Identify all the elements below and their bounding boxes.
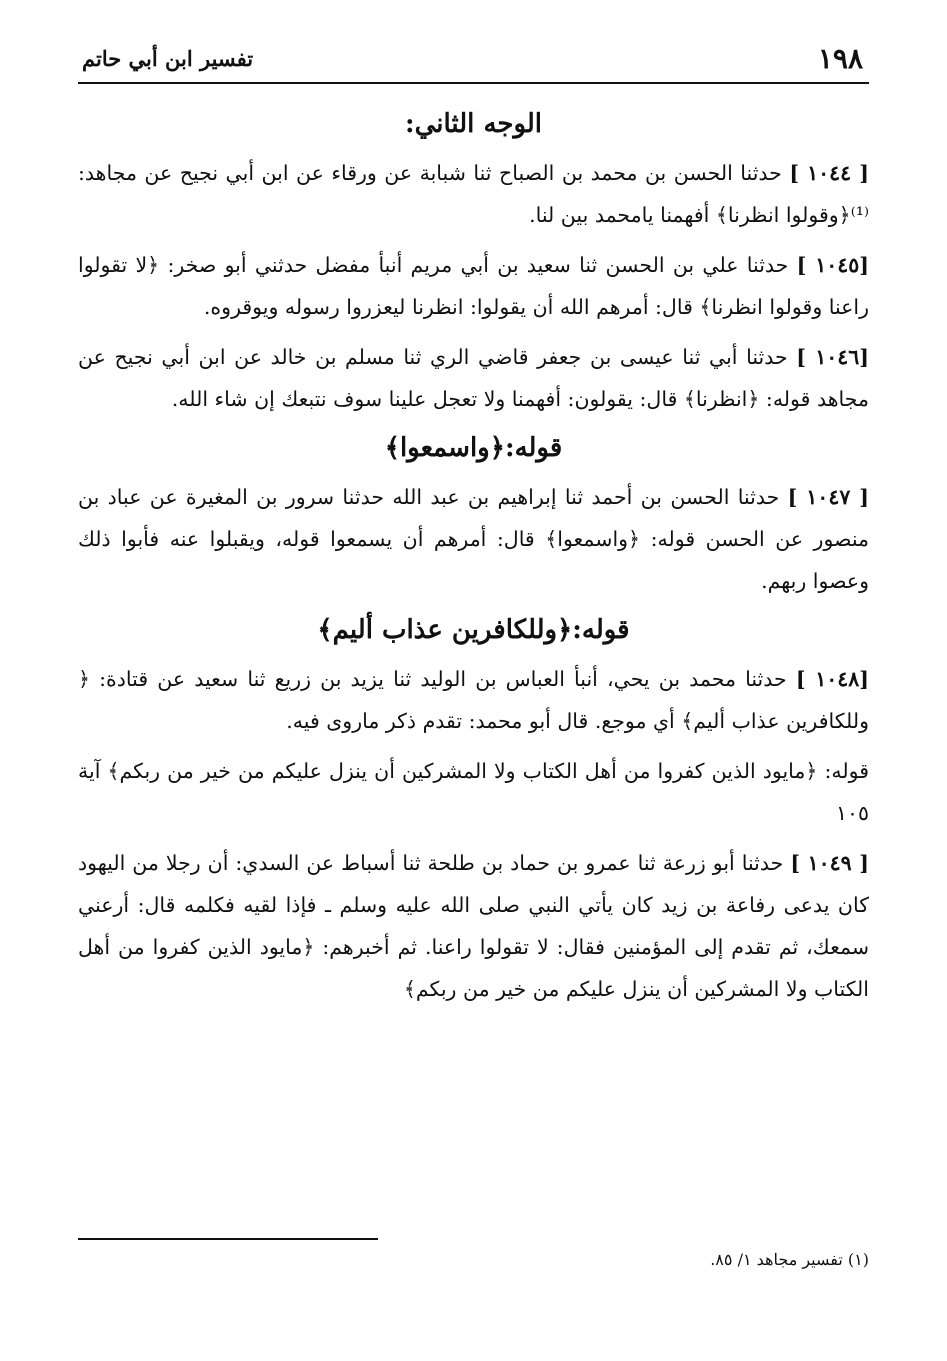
narration-text: حدثنا أبو زرعة ثنا عمرو بن حماد بن طلحة ثنا أسباط عن السدي: أن رجلا من اليهود كان يدعى رفاعة بن زيد كان يأتي النبي صلى الله عليه وسلم ـ فإذا لقيه فكلمه قال: أرعني سمعك، ثم تقدم إلى المؤمنين فقال: لا تقولوا راعنا. ثم أخبرهم: ﴿مايود الذين كفروا من أهل الكتاب ولا المشركين أن ينزل عليكم من خير من ربكم﴾ xyxy=(78,851,869,1001)
narration-text: حدثنا الحسن بن أحمد ثنا إبراهيم بن عبد الله حدثنا سرور بن المغيرة عن عباد بن منصور عن الحسن قوله: ﴿واسمعوا﴾ قال: أمرهم أن يسمعوا قوله، ويقبلوا عنه فأبوا ذلك وعصوا ربهم. xyxy=(78,485,869,593)
narration-paragraph xyxy=(78,336,869,420)
narration-text: حدثنا محمد بن يحي، أنبأ العباس بن الوليد ثنا يزيد بن زريع ثنا سعيد عن قتادة: ﴿ وللكافرين عذاب أليم﴾ أي موجع. قال أبو محمد: تقدم ذكر ماروى فيه. xyxy=(78,667,869,733)
narration-number: [ ١٠٤٤ ] xyxy=(789,161,869,185)
verse-quote-paragraph xyxy=(78,750,869,834)
narration-number: [ ١٠٤٧ ] xyxy=(787,485,869,509)
narration-paragraph xyxy=(78,244,869,328)
narration-number: [١٠٤٥ ] xyxy=(796,253,869,277)
verse-quote-text: قوله: ﴿مايود الذين كفروا من أهل الكتاب ولا المشركين أن ينزل عليكم من خير من ربكم﴾ آية ١٠٥ xyxy=(78,759,869,825)
section-heading: قوله:﴿واسمعوا﴾ xyxy=(384,433,563,463)
section-heading: الوجه الثاني: xyxy=(404,109,543,139)
narration-number: [١٠٤٨ ] xyxy=(795,667,869,691)
footnote: (١) تفسير مجاهد ١/ ٨٥. xyxy=(710,1250,869,1269)
running-header xyxy=(78,38,869,84)
narration-paragraph xyxy=(78,658,869,742)
narration-text: حدثنا علي بن الحسن ثنا سعيد بن أبي مريم أنبأ مفضل حدثني أبو صخر: ﴿لا تقولوا راعنا وقولوا انظرنا﴾ قال: أمرهم الله أن يقولوا: انظرنا ليعزروا رسوله ويوقروه. xyxy=(78,253,869,319)
page-number: ١٩٨ xyxy=(817,42,863,75)
narration-number: [ ١٠٤٩ ] xyxy=(790,851,869,875)
narration-paragraph xyxy=(78,476,869,602)
narration-paragraph xyxy=(78,842,869,1010)
footnote-divider xyxy=(78,1238,378,1240)
narration-paragraph xyxy=(78,152,869,236)
narration-text: حدثنا أبي ثنا عيسى بن جعفر قاضي الري ثنا مسلم بن خالد عن ابن أبي نجيح عن مجاهد قوله: ﴿انظرنا﴾ قال: يقولون: أفهمنا ولا تعجل علينا سوف نتبعك إن شاء الله. xyxy=(78,345,869,411)
narration-number: [١٠٤٦ ] xyxy=(796,345,869,369)
book-title: تفسير ابن أبي حاتم xyxy=(82,46,254,71)
main-text xyxy=(78,104,869,1018)
narration-text: حدثنا الحسن بن محمد بن الصباح ثنا شبابة عن ورقاء عن ابن أبي نجيح عن مجاهد: ⁽¹⁾﴿وقولوا انظرنا﴾ أفهمنا يامحمد بين لنا. xyxy=(78,161,869,227)
section-heading: قوله:﴿وللكافرين عذاب أليم﴾ xyxy=(317,615,630,645)
